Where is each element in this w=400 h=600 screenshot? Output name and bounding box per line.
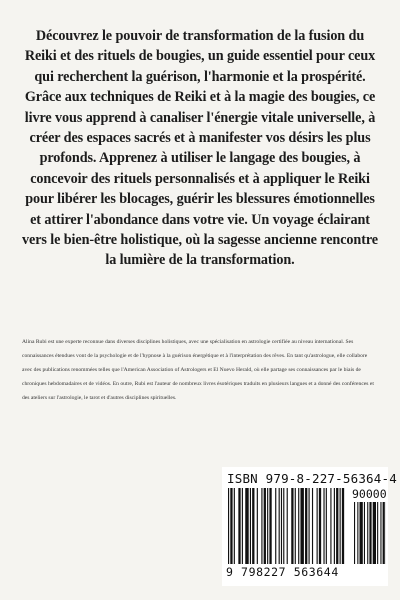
price-code: 90000 — [352, 487, 387, 501]
author-bio: Alina Rubi est une experte reconnue dans diverses disciplines holistiques, avec une spécialisation en astrologie certifiée au niveau international. Ses connaissances étendues vont de la psychologie et de l'hypnose à la guérison énergétique et à l'interprétation des rêves. En tant qu'astrologue, elle collabore avec des publications renommées telles que l'American Association of Astrologers et El Nuevo Herald, où elle partage ses connaissances par le biais de chroniques hebdomadaires et de vidéos. En outre, Rubi est l'auteur de nombreux livres ésotériques traduits en plusieurs langues et a donné des conférences et des ateliers sur l'astrologie, le tarot et d'autres disciplines spirituelles. — [22, 339, 374, 401]
ean-digits: 9 798227 563644 — [226, 565, 339, 579]
book-blurb: Découvrez le pouvoir de transformation de la fusion du Reiki et des rituels de bougies, un guide essentiel pour ceux qui recherchent la guérison, l'harmonie et la prospérité. Grâce aux techniques de Reiki et à la magie des bougies, ce livre vous apprend à canaliser l'énergie vitale universelle, à créer des espaces sacrés et à manifester vos désirs les plus profonds. Apprenez à utiliser le langage des bougies, à concevoir des rituels personnalisés et à appliquer le Reiki pour libérer les blocages, guérir les blessures émotionnelles et attirer l'abondance dans votre vie. Un voyage éclairant vers le bien-être holistique, où la sagesse ancienne rencontre la lumière de la transformation. — [22, 28, 378, 269]
isbn-barcode — [222, 467, 397, 586]
isbn-label: ISBN 979-8-227-56364-4 — [227, 471, 397, 486]
